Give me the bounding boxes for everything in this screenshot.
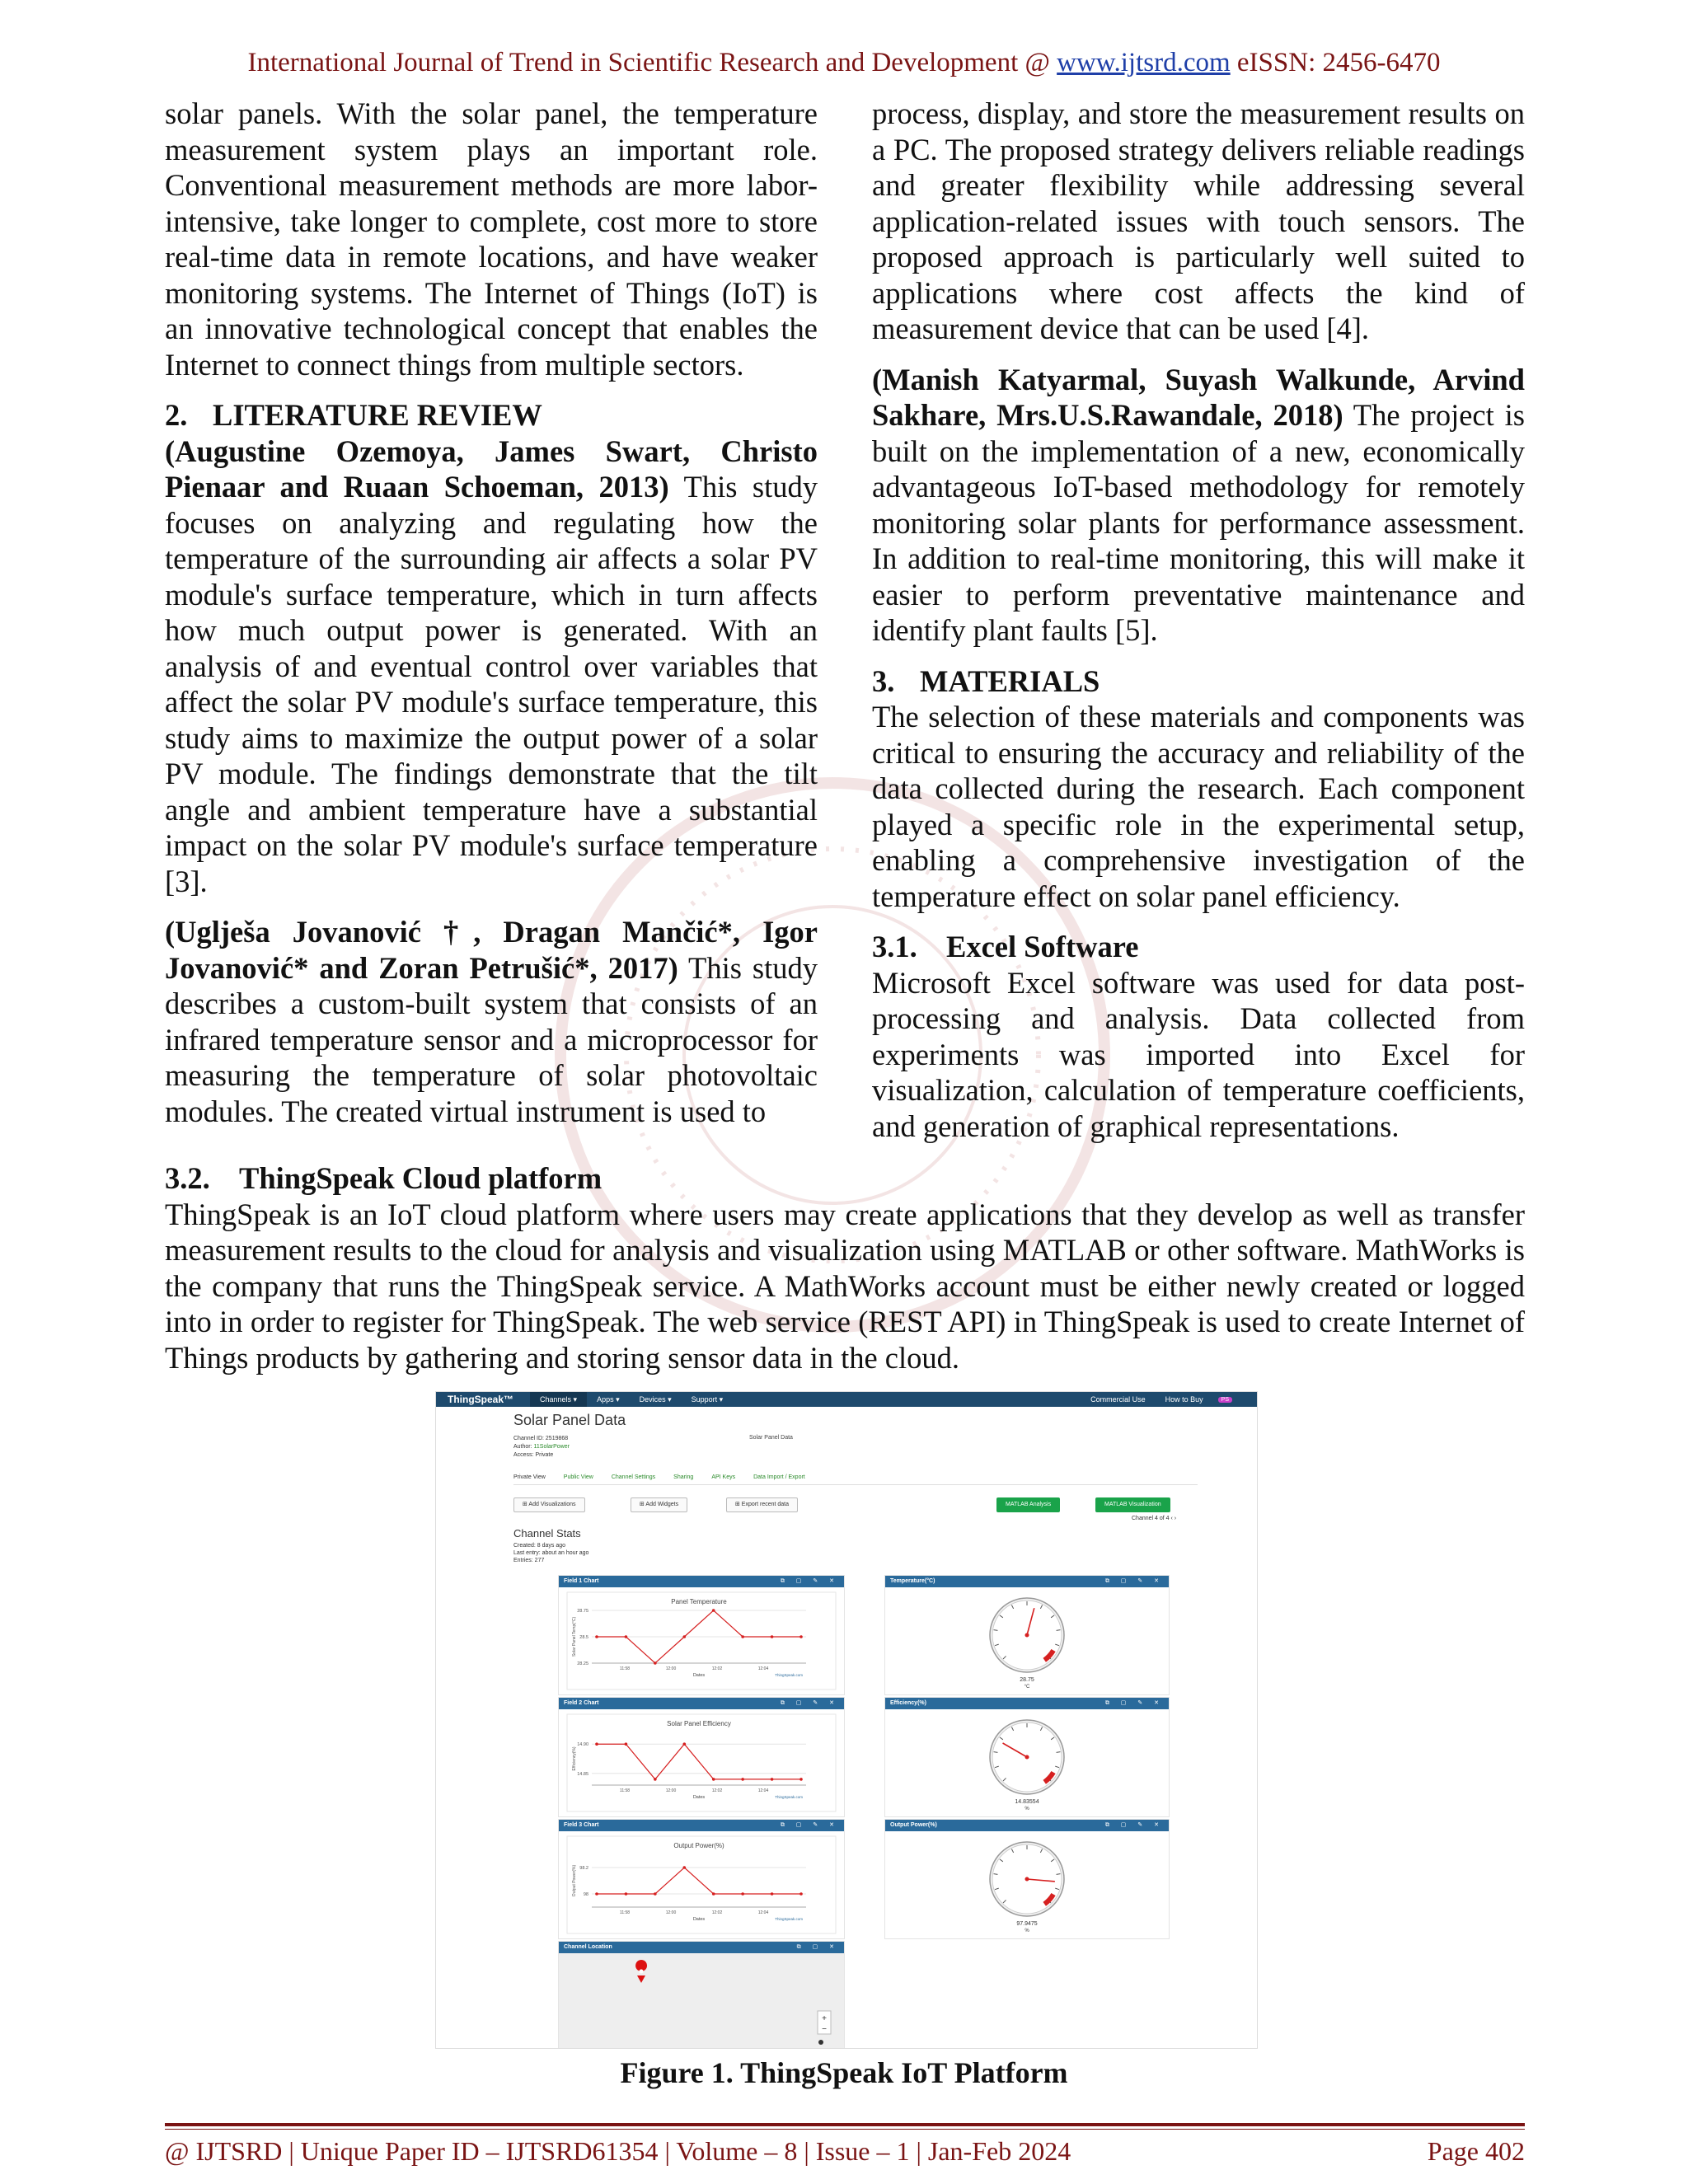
ts-created: Created: 8 days ago <box>513 1543 566 1549</box>
ts-nav-channels[interactable]: Channels ▾ <box>530 1392 587 1407</box>
ts-field-2-title: Field 2 Chart <box>564 1700 599 1706</box>
data-point <box>799 1892 803 1896</box>
y-tick-label: 14.90 <box>577 1742 588 1748</box>
footer-rule <box>165 2123 1525 2126</box>
x-tick-label: 11:58 <box>619 1788 631 1793</box>
ts-output-power-gauge-panel <box>884 1819 1170 1939</box>
ref-authors: (Augustine Ozemoya, James Swart, Christo Pienaar and Ruaan Schoeman, 2013) <box>165 434 818 504</box>
section-3-text: The selection of these materials and components was critical to ensuring the accuracy and reliability of the data collected during the research. Each component played a specific role in the experimental setup, enabling a comprehensive investigation of the temperature effect on solar panel efficiency. <box>872 700 1525 913</box>
data-point <box>595 1742 598 1746</box>
header-journal: International Journal of Trend in Scientific Research and Development @ <box>247 48 1057 77</box>
ts-navbar <box>436 1392 1257 1407</box>
ts-entries: Entries: 277 <box>513 1558 545 1563</box>
gauge-unit: % <box>1025 1807 1029 1811</box>
ts-efficiency-gauge <box>885 1709 1169 1816</box>
section-3-2 <box>165 1160 1525 1376</box>
ts-field-3-chart <box>559 1831 844 1938</box>
section-3-1-heading: 3.1. Excel Software <box>872 930 1139 963</box>
gauge-value: 28.75 <box>1020 1677 1034 1683</box>
svg-text:−: − <box>822 2025 827 2034</box>
ts-access: Access: Private <box>513 1452 554 1458</box>
data-point <box>771 1778 774 1781</box>
data-point <box>771 1892 774 1896</box>
data-point <box>712 1892 715 1896</box>
gauge-unit: % <box>1025 1929 1029 1933</box>
ts-author-link[interactable]: 11SolarPower <box>533 1444 570 1450</box>
ts-gauge-2-title: Efficiency(%) <box>890 1700 926 1706</box>
chart-credit: ThingSpeak.com <box>775 1795 803 1799</box>
ts-export-data-button[interactable]: ⊞ Export recent data <box>726 1497 798 1512</box>
ts-field-2-chart <box>559 1709 844 1816</box>
ts-efficiency-gauge-panel <box>884 1697 1170 1817</box>
ts-location-title: Channel Location <box>564 1944 612 1950</box>
right-column <box>872 96 1525 1159</box>
data-point <box>799 1635 803 1638</box>
reference-ozemoya: (Augustine Ozemoya, James Swart, Christo Pienaar and Ruaan Schoeman, 2013) This study focuses on analyzing and regulating how the temperature of the surrounding air affects a solar PV module's surface temperature, which in turn affects how much output power is generated. With an analysis of and eventual control over variables that affect the solar PV module's surface temperature, this study aims to maximize the output power of a solar PV module. The findings demonstrate that the tilt angle and ambient temperature have a substantial impact on the solar PV module's surface temperature [3]. <box>165 434 818 898</box>
page-number: Page 402 <box>1427 2136 1525 2166</box>
reference-jovanovic: (Uglješa Jovanović †, Dragan Mančić*, Igor Jovanović* and Zoran Petrušić*, 2017) This study describes a custom-built system that consists of an infrared temperature sensor and a microprocessor for measuring the temperature of solar photovoltaic modules. The created virtual instrument is used to <box>165 915 818 1128</box>
data-point <box>595 1635 598 1638</box>
data-point <box>741 1635 744 1638</box>
x-tick-label: 11:58 <box>619 1910 631 1915</box>
data-point <box>771 1635 774 1638</box>
gauge-hub <box>1025 1877 1029 1882</box>
y-axis-label: Efficiency(%) <box>572 1746 577 1771</box>
ts-channel-location-panel <box>558 1941 845 2049</box>
x-tick-label: 12:04 <box>757 1788 769 1793</box>
x-tick-label: 12:00 <box>665 1666 677 1671</box>
ts-channel-id: Channel ID: 2519868 <box>513 1436 569 1441</box>
ts-location-map[interactable] <box>559 1953 844 2049</box>
data-point <box>625 1742 628 1746</box>
x-tick-label: 12:00 <box>665 1910 677 1915</box>
data-point <box>682 1635 686 1638</box>
ts-channel-title: Solar Panel Data <box>513 1412 626 1428</box>
data-point <box>654 1778 657 1781</box>
x-axis-label: Dates <box>692 1673 706 1678</box>
ts-field-2-panel <box>558 1697 845 1817</box>
chart-title: Output Power(%) <box>673 1842 724 1849</box>
x-tick-label: 11:58 <box>619 1666 631 1671</box>
ts-add-widgets-button[interactable]: ⊞ Add Widgets <box>631 1497 687 1512</box>
ts-last-entry: Last entry: about an hour ago <box>513 1550 589 1556</box>
ts-nav-commercial-use[interactable]: Commercial Use <box>1090 1395 1146 1404</box>
running-footer <box>165 2136 1525 2167</box>
data-point <box>712 1609 715 1612</box>
y-tick-label: 28.5 <box>579 1635 588 1640</box>
ts-field-3-panel <box>558 1819 845 1939</box>
x-tick-label: 12:02 <box>711 1666 723 1671</box>
data-point <box>741 1778 744 1781</box>
data-point <box>682 1866 686 1869</box>
thingspeak-screenshot <box>435 1391 1258 2049</box>
ts-tab-data-import-export[interactable]: Data Import / Export <box>753 1474 805 1480</box>
ts-gauge-1-title: Temperature(°C) <box>890 1578 935 1584</box>
ts-tab-api-keys[interactable]: API Keys <box>711 1474 736 1480</box>
x-tick-label: 12:02 <box>711 1910 723 1915</box>
data-point <box>741 1892 744 1896</box>
chart-credit: ThingSpeak.com <box>775 1673 803 1677</box>
data-point <box>595 1892 598 1896</box>
svg-text:+: + <box>822 2014 827 2023</box>
ts-tab-public-view[interactable]: Public View <box>563 1474 593 1480</box>
data-point <box>625 1635 628 1638</box>
ts-author: Author: 11SolarPower <box>513 1444 570 1450</box>
figure-caption: Figure 1. ThingSpeak IoT Platform <box>620 2056 1068 2089</box>
ts-field-1-title: Field 1 Chart <box>564 1578 599 1584</box>
gauge-value: 14.83554 <box>1015 1799 1039 1805</box>
ts-channel-meta <box>513 1435 570 1460</box>
ts-nav-how-to-buy[interactable]: How to Buy <box>1165 1395 1203 1404</box>
ts-matlab-analysis-button[interactable]: MATLAB Analysis <box>996 1497 1060 1512</box>
section-3-1-text: Microsoft Excel software was used for data post-processing and analysis. Data collected from experiments was imported into Excel for visualization, calculation of temperature coefficients, and generation of graphical representations. <box>872 965 1525 1143</box>
data-point <box>654 1892 657 1896</box>
ts-nav-support[interactable]: Support ▾ <box>691 1395 724 1404</box>
gauge-hub <box>1025 1755 1029 1760</box>
y-axis-label: Solar Panel Temp(°C) <box>572 1616 577 1657</box>
left-column <box>165 96 818 1144</box>
ts-tab-channel-settings[interactable]: Channel Settings <box>611 1474 656 1480</box>
ts-tab-private-view[interactable]: Private View <box>513 1474 546 1480</box>
y-tick-label: 28.75 <box>577 1609 588 1614</box>
header-issn: eISSN: 2456-6470 <box>1230 48 1441 77</box>
chart-title: Panel Temperature <box>671 1598 727 1605</box>
ts-panel-controls-icon[interactable]: ⧉ ▢ ✎ ✕ <box>1104 1578 1164 1584</box>
gauge-value: 97.9475 <box>1016 1921 1038 1927</box>
ts-channel-tabs <box>513 1474 805 1480</box>
x-axis-label: Dates <box>692 1917 706 1922</box>
footer-paper-info: @ IJTSRD | Unique Paper ID – IJTSRD61354 | Volume – 8 | Issue – 1 | Jan-Feb 2024 <box>165 2136 1071 2166</box>
ts-panel-controls-icon[interactable]: ⧉ ▢ ✎ ✕ <box>780 1700 839 1706</box>
y-tick-label: 14.85 <box>577 1771 588 1777</box>
ts-field-1-panel <box>558 1575 845 1695</box>
ref-authors: (Uglješa Jovanović †, Dragan Mančić*, Igor Jovanović* and Zoran Petrušić*, 2017) <box>165 915 818 985</box>
ts-channel-stats-heading: Channel Stats <box>513 1527 581 1540</box>
ts-temperature-gauge-panel <box>884 1575 1170 1695</box>
ts-nav-devices[interactable]: Devices ▾ <box>639 1395 672 1404</box>
ts-gauge-3-title: Output Power(%) <box>890 1822 937 1828</box>
ts-panel-controls-icon[interactable]: ⧉ ▢ ✎ ✕ <box>1104 1822 1164 1828</box>
y-tick-label: 98.2 <box>579 1866 588 1871</box>
x-axis-label: Dates <box>692 1795 706 1800</box>
ref-authors: (Manish Katyarmal, Suyash Walkunde, Arvind Sakhare, Mrs.U.S.Rawandale, 2018) <box>872 362 1525 432</box>
ts-channel-description: Solar Panel Data <box>749 1435 793 1441</box>
ts-brand-logo[interactable]: ThingSpeak™ <box>448 1394 514 1405</box>
ts-channel-stats <box>513 1542 588 1564</box>
section-3-2-text: ThingSpeak is an IoT cloud platform where users may create applications that they develop as well as transfer measurement results to the cloud for analysis and visualization using MATLAB or other software. MathWorks is the company that runs the ThingSpeak service. A MathWorks account must be either newly created or logged into in order to register for ThingSpeak. The web service (REST API) in ThingSpeak is used to create Internet of Things products by gathering and storing sensor data in the cloud. <box>165 1197 1525 1375</box>
chart-credit: ThingSpeak.com <box>775 1917 803 1921</box>
y-tick-label: 28.25 <box>577 1661 588 1666</box>
ts-panel-controls-icon[interactable]: ⧉ ▢ ✎ ✕ <box>1104 1700 1164 1706</box>
header-url-link[interactable]: www.ijtsrd.com <box>1057 48 1231 77</box>
section-3-heading: 3. MATERIALS <box>872 663 1100 698</box>
data-point <box>712 1778 715 1781</box>
x-tick-label: 12:00 <box>665 1788 677 1793</box>
ts-nav-apps[interactable]: Apps ▾ <box>597 1395 620 1404</box>
reference-katyarmal: (Manish Katyarmal, Suyash Walkunde, Arvind Sakhare, Mrs.U.S.Rawandale, 2018) The project is built on the implementation of a new, economically advantageous IoT-based methodology for remotely monitoring solar plants for performance assessment. In addition to real-time monitoring, this will make it easier to perform preventative maintenance and identify plant faults [5]. <box>872 362 1525 647</box>
x-tick-label: 12:04 <box>757 1910 769 1915</box>
data-point <box>799 1778 803 1781</box>
ts-add-visualizations-button[interactable]: ⊞ Add Visualizations <box>513 1497 585 1512</box>
data-point <box>654 1661 657 1665</box>
section-3-2-heading: 3.2. ThingSpeak Cloud platform <box>165 1161 603 1195</box>
left-paragraph-1: solar panels. With the solar panel, the temperature measurement system plays an important role. Conventional measurement methods are more labor-intensive, take longer to complete, cost more to store real-time data in remote locations, and have weaker monitoring systems. The Internet of Things (IoT) is an innovative technological concept that enables the Internet to connect things from multiple sectors. <box>165 96 818 382</box>
y-tick-label: 98 <box>583 1892 588 1897</box>
ts-tab-sharing[interactable]: Sharing <box>673 1474 694 1480</box>
ts-channel-pager[interactable]: Channel 4 of 4 ‹ › <box>1132 1516 1177 1521</box>
gauge-unit: °C <box>1024 1685 1030 1690</box>
ts-field-1-chart <box>559 1587 844 1694</box>
ts-panel-controls-icon[interactable]: ⧉ ▢ ✎ ✕ <box>780 1578 839 1584</box>
ts-output-power-gauge <box>885 1831 1169 1938</box>
ts-matlab-visualization-button[interactable]: MATLAB Visualization <box>1095 1497 1170 1512</box>
x-tick-label: 12:02 <box>711 1788 723 1793</box>
data-point <box>682 1742 686 1746</box>
ts-panel-controls-icon[interactable]: ⧉ ▢ ✎ ✕ <box>780 1822 839 1828</box>
chart-title: Solar Panel Efficiency <box>667 1720 731 1727</box>
ts-panel-controls-icon[interactable]: ⧉ ▢ ✕ <box>796 1944 839 1950</box>
running-header <box>0 48 1688 78</box>
ts-temperature-gauge <box>885 1587 1169 1694</box>
section-2-heading: 2. LITERATURE REVIEW <box>165 398 542 432</box>
y-axis-label: Output Power(%) <box>572 1864 577 1897</box>
gauge-hub <box>1025 1633 1029 1638</box>
footer-rule-thin <box>165 2129 1525 2130</box>
x-tick-label: 12:04 <box>757 1666 769 1671</box>
ts-user-avatar[interactable]: PS <box>1218 1397 1232 1403</box>
ts-field-3-title: Field 3 Chart <box>564 1822 599 1828</box>
data-point <box>625 1892 628 1896</box>
right-paragraph-1: process, display, and store the measurement results on a PC. The proposed strategy delivers reliable readings and greater flexibility while addressing several application-related issues with touch sensors. The proposed approach is particularly well suited to applications where cost affects the kind of measurement device that can be used [4]. <box>872 96 1525 345</box>
ts-divider <box>513 1484 1198 1485</box>
